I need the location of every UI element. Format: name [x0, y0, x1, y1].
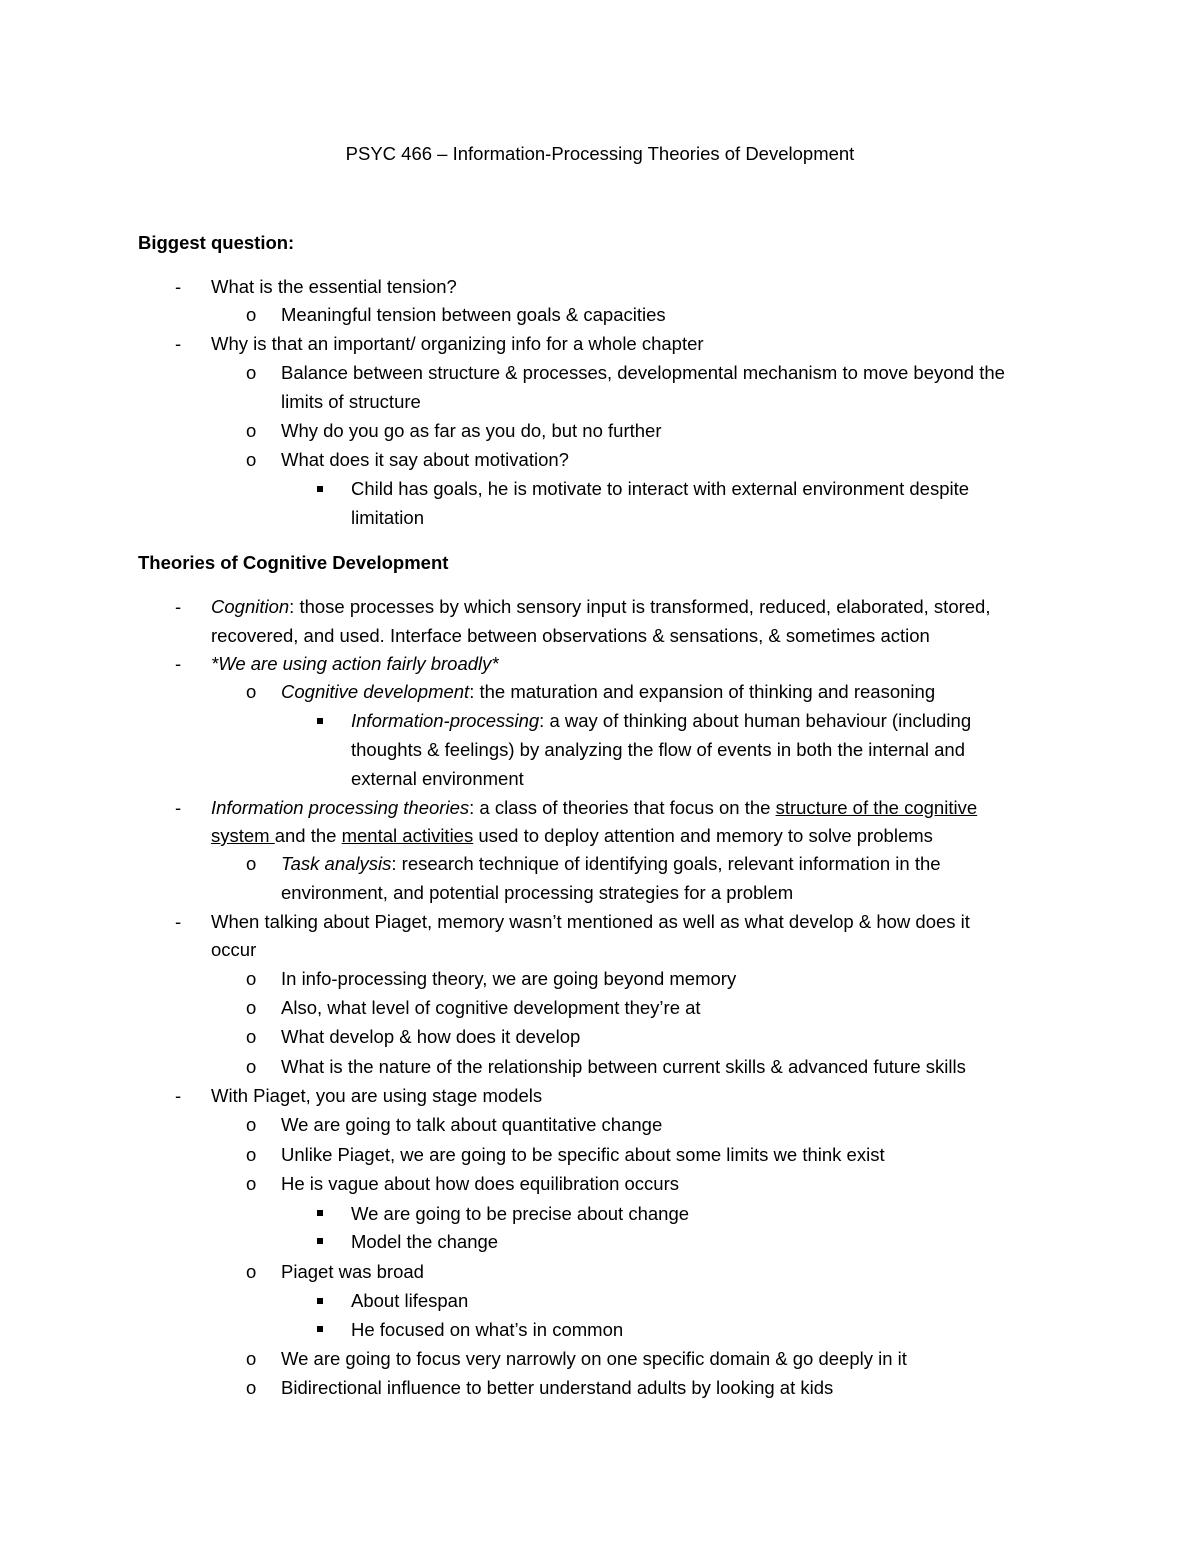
list-item: What develop & how does it develop — [281, 1026, 581, 1047]
dash-bullet: - — [175, 333, 182, 354]
square-bullet-icon — [317, 1238, 323, 1244]
list-item-continuation: recovered, and used. Interface between observations & sensations, & sometimes action — [211, 625, 930, 646]
dash-bullet: - — [175, 797, 182, 818]
dash-bullet: - — [175, 276, 182, 297]
term-information-processing: Information-processing — [351, 710, 540, 731]
list-item-note: *We are using action fairly broadly* — [211, 653, 499, 674]
square-bullet-icon — [317, 1326, 323, 1332]
circle-bullet: o — [246, 1026, 257, 1047]
dash-bullet: - — [175, 1085, 182, 1106]
list-item: Balance between structure & processes, developmental mechanism to move beyond the — [281, 362, 1005, 383]
list-item: We are going to be precise about change — [351, 1203, 690, 1224]
list-item: Why do you go as far as you do, but no further — [281, 420, 662, 441]
list-item: Why is that an important/ organizing info for a whole chapter — [211, 333, 704, 354]
list-item: Also, what level of cognitive development they’re at — [281, 997, 701, 1018]
list-item: Child has goals, he is motivate to interact with external environment despite — [351, 478, 970, 499]
dash-bullet: - — [175, 653, 182, 674]
underlined-text: mental activities — [341, 825, 474, 846]
list-item-continuation: limitation — [351, 507, 424, 528]
list-item: What is the essential tension? — [211, 276, 457, 297]
circle-bullet: o — [246, 997, 257, 1018]
list-item-continuation: limits of structure — [281, 391, 421, 412]
circle-bullet: o — [246, 968, 257, 989]
term-cognition: Cognition — [211, 596, 290, 617]
list-item: Meaningful tension between goals & capacities — [281, 304, 666, 325]
circle-bullet: o — [246, 681, 257, 702]
circle-bullet: o — [246, 1173, 257, 1194]
definition: : those processes by which sensory input is transformed, reduced, elaborated, stored, — [289, 596, 991, 617]
term-task-analysis: Task analysis — [281, 853, 392, 874]
list-item-continuation: external environment — [351, 768, 524, 789]
list-item — [211, 797, 977, 819]
list-item: Bidirectional influence to better understand adults by looking at kids — [281, 1377, 834, 1398]
list-item: Unlike Piaget, we are going to be specific about some limits we think exist — [281, 1144, 885, 1165]
section-heading-biggest-question: Biggest question: — [138, 232, 295, 253]
dash-bullet: - — [175, 596, 182, 617]
circle-bullet: o — [246, 1114, 257, 1135]
term-information-processing-theories: Information processing theories — [211, 797, 470, 818]
square-bullet-icon — [317, 486, 323, 492]
list-item-continuation: occur — [211, 939, 257, 960]
section-heading-theories: Theories of Cognitive Development — [138, 552, 449, 573]
page-title: PSYC 466 – Information-Processing Theories of Development — [345, 143, 855, 164]
list-item: What does it say about motivation? — [281, 449, 569, 470]
circle-bullet: o — [246, 1348, 257, 1369]
definition: and the — [274, 825, 342, 846]
square-bullet-icon — [317, 1210, 323, 1216]
list-item: With Piaget, you are using stage models — [211, 1085, 543, 1106]
definition: : research technique of identifying goals, relevant information in the — [391, 853, 941, 874]
circle-bullet: o — [246, 1056, 257, 1077]
list-item-continuation: environment, and potential processing strategies for a problem — [281, 882, 794, 903]
list-item: We are going to focus very narrowly on one specific domain & go deeply in it — [281, 1348, 907, 1369]
term-cognitive-development: Cognitive development — [281, 681, 470, 702]
list-item: He is vague about how does equilibration occurs — [281, 1173, 679, 1194]
circle-bullet: o — [246, 1377, 257, 1398]
square-bullet-icon — [317, 1298, 323, 1304]
circle-bullet: o — [246, 449, 257, 470]
definition: used to deploy attention and memory to solve problems — [473, 825, 933, 846]
list-item: About lifespan — [351, 1290, 469, 1311]
definition: : a way of thinking about human behaviour (including — [539, 710, 972, 731]
underlined-text: structure of the cognitive — [775, 797, 978, 818]
list-item — [281, 853, 941, 875]
circle-bullet: o — [246, 420, 257, 441]
list-item: What is the nature of the relationship between current skills & advanced future skills — [281, 1056, 966, 1077]
circle-bullet: o — [246, 304, 257, 325]
list-item: In info-processing theory, we are going beyond memory — [281, 968, 737, 989]
list-item-continuation: thoughts & feelings) by analyzing the flow of events in both the internal and — [351, 739, 965, 760]
list-item — [281, 681, 935, 703]
circle-bullet: o — [246, 362, 257, 383]
circle-bullet: o — [246, 1261, 257, 1282]
list-item: When talking about Piaget, memory wasn’t mentioned as well as what develop & how does it — [211, 911, 970, 932]
list-item: Piaget was broad — [281, 1261, 424, 1282]
list-item — [351, 710, 971, 732]
list-item: He focused on what’s in common — [351, 1319, 624, 1340]
dash-bullet: - — [175, 911, 182, 932]
list-item-continuation — [211, 825, 933, 847]
circle-bullet: o — [246, 1144, 257, 1165]
list-item: Model the change — [351, 1231, 499, 1252]
list-item — [211, 596, 990, 618]
circle-bullet: o — [246, 853, 257, 874]
underlined-text: system — [211, 825, 275, 846]
list-item: We are going to talk about quantitative change — [281, 1114, 663, 1135]
definition: : the maturation and expansion of thinking and reasoning — [469, 681, 936, 702]
square-bullet-icon — [317, 718, 323, 724]
definition: : a class of theories that focus on the — [469, 797, 776, 818]
